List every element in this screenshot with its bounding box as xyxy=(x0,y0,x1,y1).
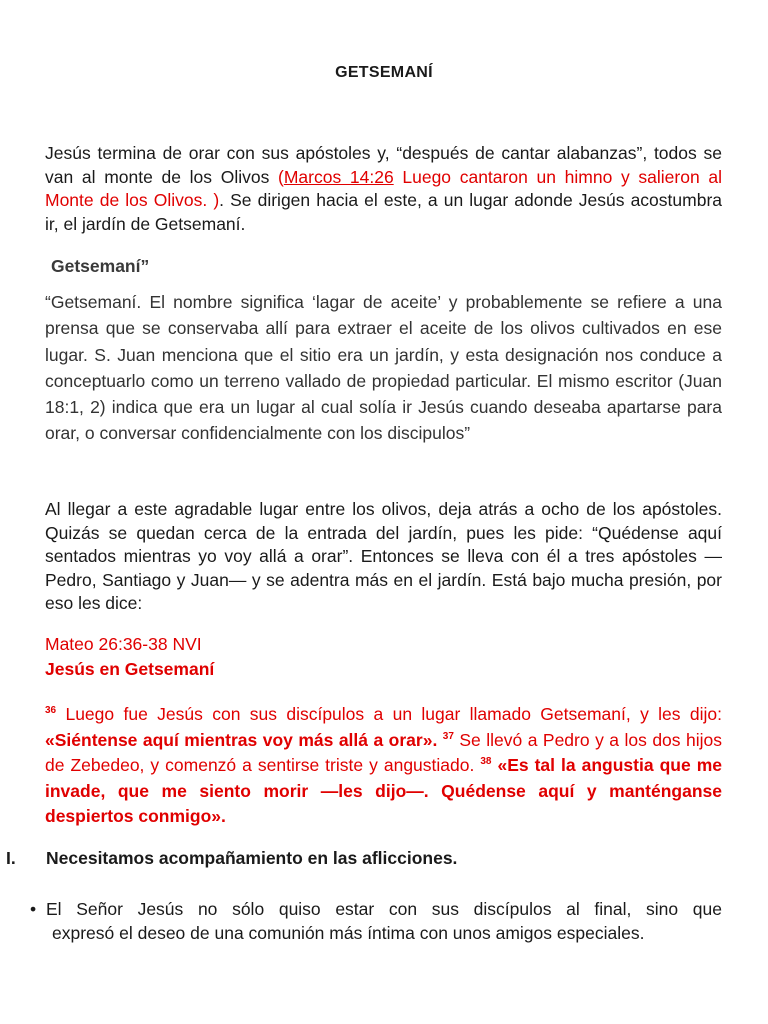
scripture-heading: Jesús en Getsemaní xyxy=(45,659,215,679)
bullet-continuation: expresó el deseo de una comunión más íntima con unos amigos especiales. xyxy=(52,922,645,943)
scripture-reference: Mateo 26:36-38 NVI xyxy=(45,634,202,654)
intro-paragraph xyxy=(45,142,722,236)
section-one-heading xyxy=(6,848,457,869)
verse-number-38: 38 xyxy=(480,756,492,768)
verse-number-37: 37 xyxy=(442,730,454,742)
marcos-reference-link[interactable]: Marcos 14:26 xyxy=(283,166,394,187)
bullet-line-1: El Señor Jesús no sólo quiso estar con sus discípulos al final, sino que xyxy=(46,899,722,919)
bullet-icon: • xyxy=(30,899,37,919)
verse-number-36: 36 xyxy=(45,705,57,717)
page-title: GETSEMANÍ xyxy=(335,64,433,81)
intro-paren: ( xyxy=(278,166,284,187)
arrival-paragraph: Al llegar a este agradable lugar entre los olivos, deja atrás a ocho de los apóstoles. Quizás se quedan cerca de la entrada del jardín, pues les pide: “Quédense aquí sentados mientras yo voy allá a orar”. Entonces se lleva con él a tres apóstoles —Pedro, Santiago y Juan— y se adentra más en el jardín. Está bajo mucha presión, por eso les dice: xyxy=(45,499,722,613)
section-title-getsemani: Getsemaní” xyxy=(51,256,150,276)
verse-36-quote: «Siéntense aquí mientras voy más allá a orar». xyxy=(45,729,438,750)
section-heading-text: Necesitamos acompañamiento en las aflicciones. xyxy=(46,848,458,868)
verse-37-text: Se llevó a Pedro y a los dos hijos de Zebedeo, y comenzó a sentirse triste y angustiado. xyxy=(45,729,722,775)
scripture-passage xyxy=(45,702,722,830)
intro-text-1: Jesús termina de orar con sus apóstoles y, “después de cantar alabanzas”, todos se van al monte de los Olivos xyxy=(45,143,722,187)
verse-36-text: Luego fue Jesús con sus discípulos a un lugar llamado Getsemaní, y les dijo: xyxy=(56,704,722,724)
bullet-item xyxy=(30,898,722,945)
intro-text-2: . Se dirigen hacia el este, a un lugar adonde Jesús acostumbra ir, el jardín de Getsemaní. xyxy=(45,190,722,234)
definition-quote: “Getsemaní. El nombre significa ‘lagar de aceite’ y probablemente se refiere a una prensa que se conservaba allí para extraer el aceite de los olivos cultivados en ese lugar. S. Juan menciona que el sitio era un jardín, y esta designación nos conduce a conceptuarlo como un terreno vallado de propiedad particular. El mismo escritor (Juan 18:1, 2) indica que era un lugar al cual solía ir Jesús cuando deseaba apartarse para orar, o conversar confidencialmente con los discipulos” xyxy=(45,292,722,444)
verse-38-quote: «Es tal la angustia que me invade, que me siento morir —les dijo—. Quédense aquí y manténganse despiertos conmigo». xyxy=(45,755,722,826)
section-numeral: I. xyxy=(6,848,16,868)
bullet-text xyxy=(46,898,722,945)
marcos-quote: Luego cantaron un himno y salieron al Monte de los Olivos. ) xyxy=(45,166,722,210)
